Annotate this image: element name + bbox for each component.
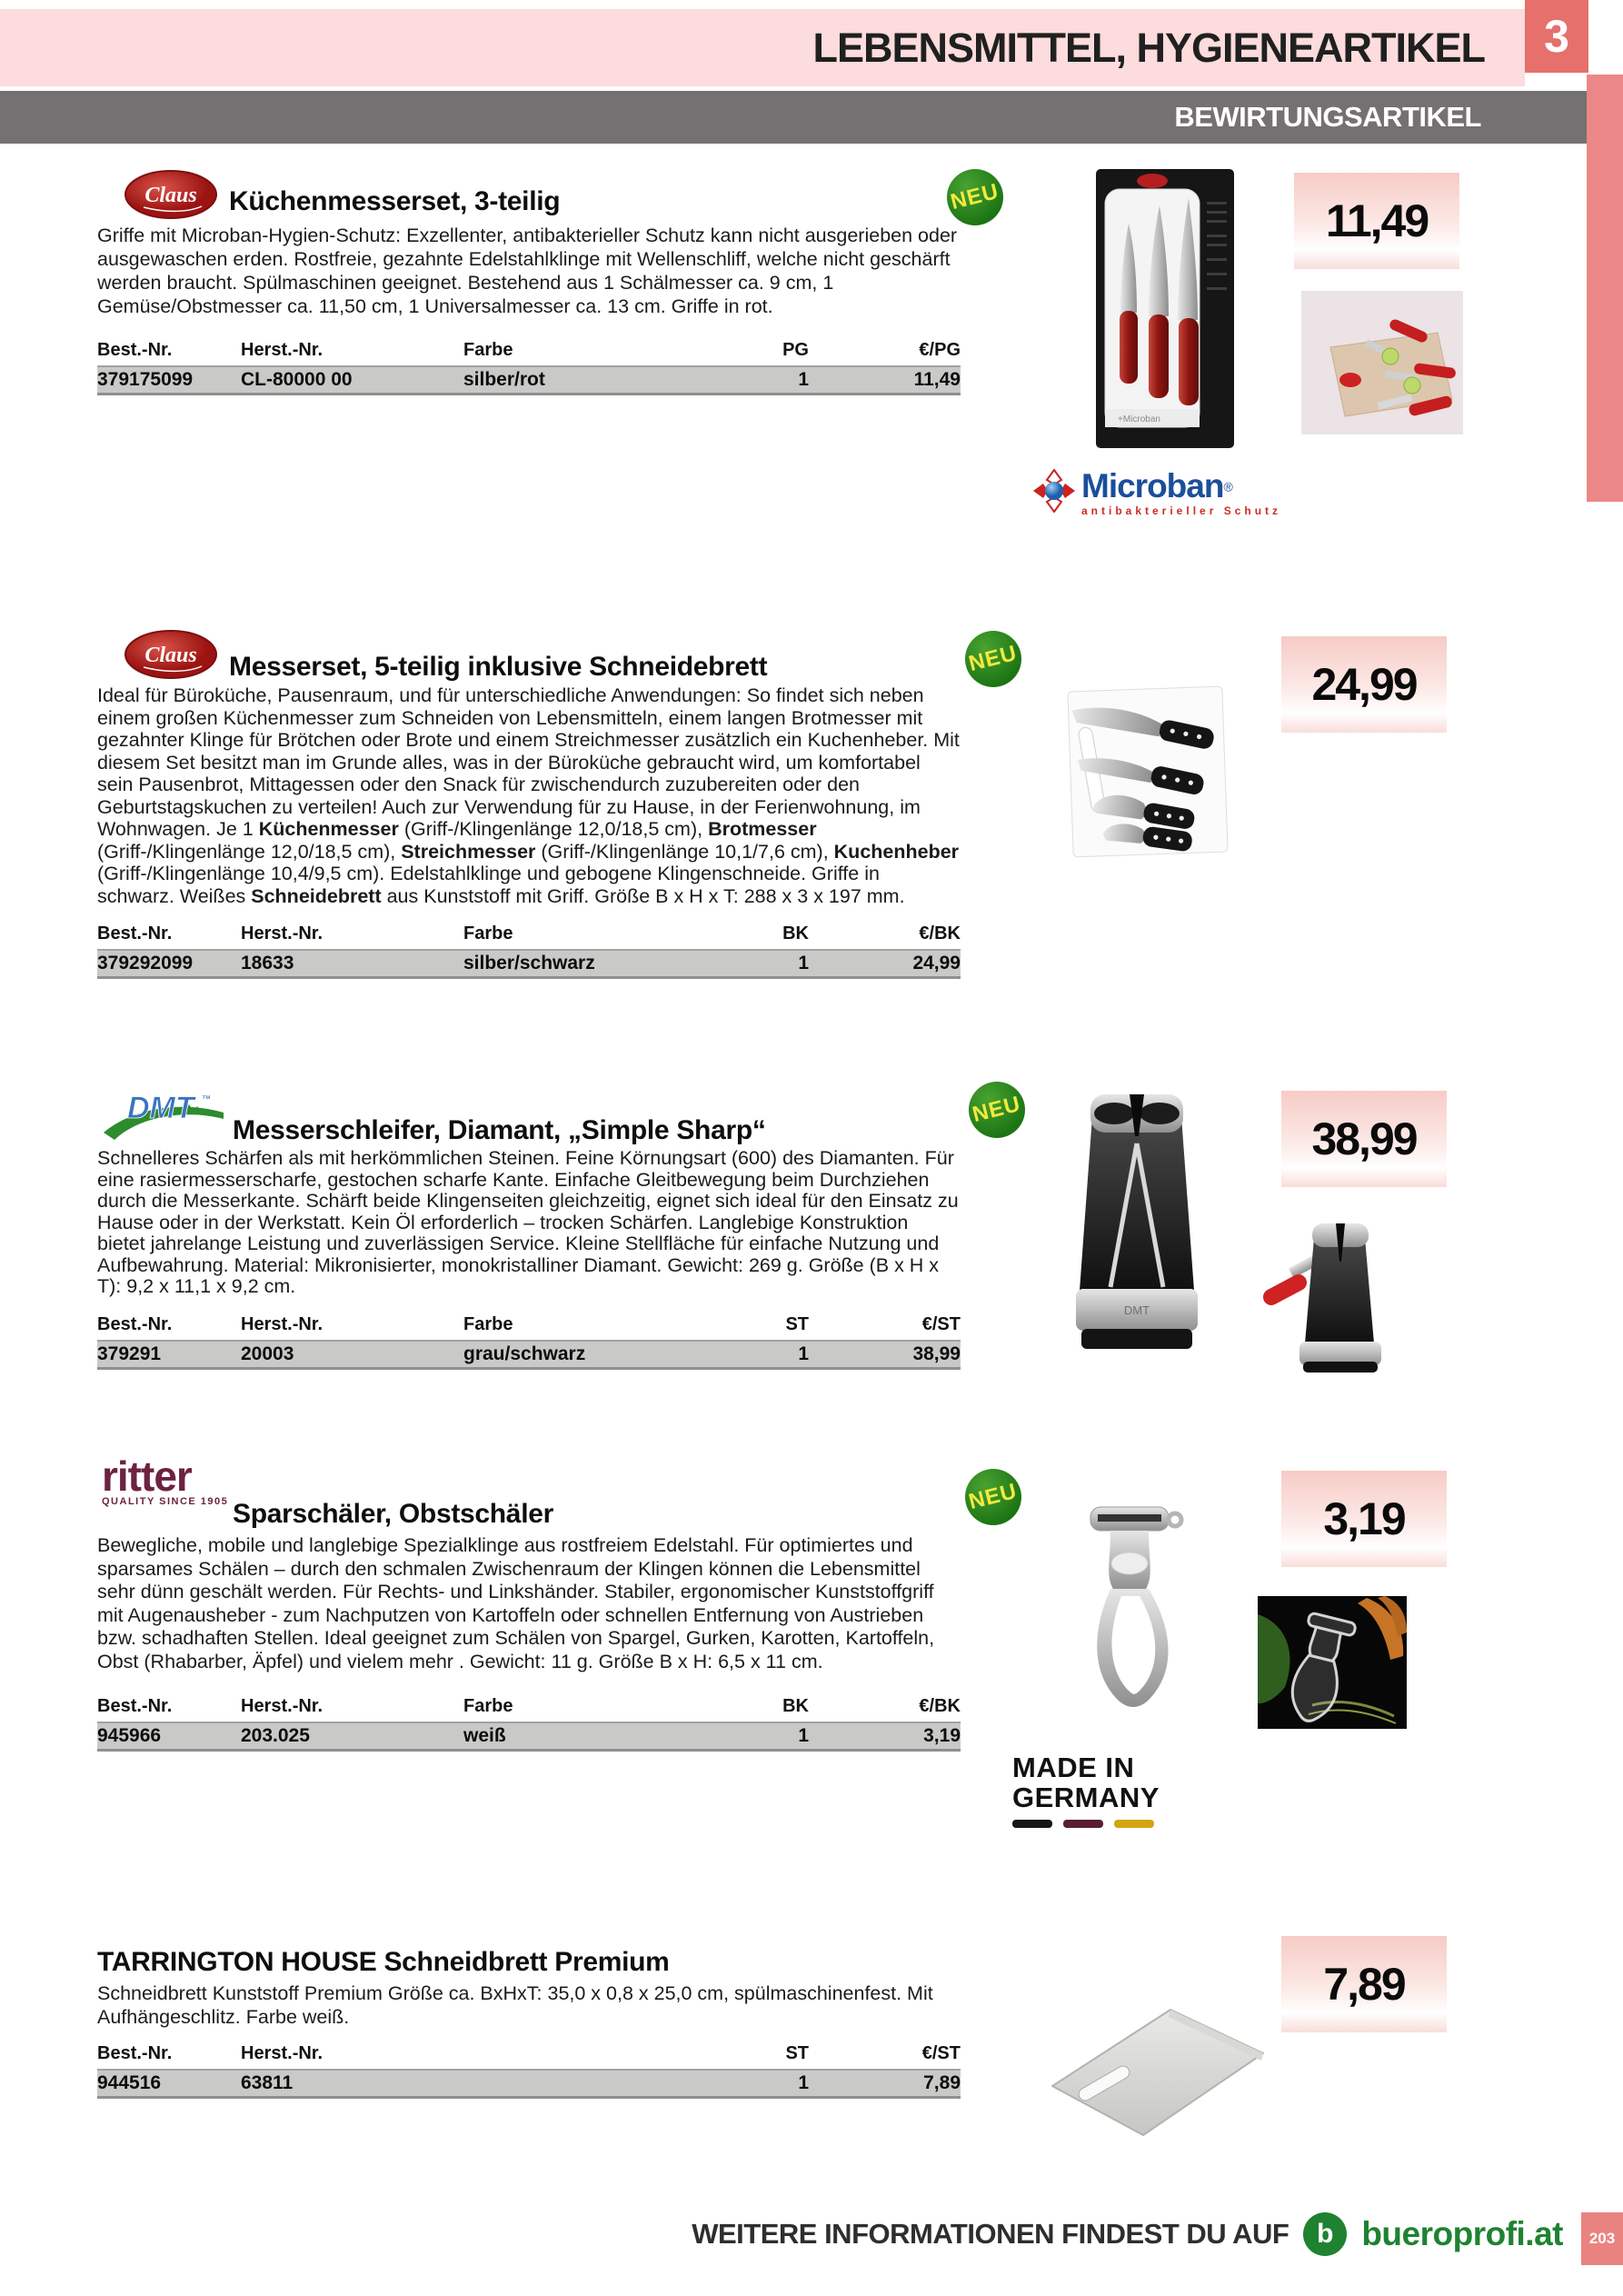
- cell-bestnr: 379175099: [97, 369, 194, 390]
- col-price: €/BK: [919, 1696, 961, 1716]
- chapter-number: 3: [1544, 11, 1569, 62]
- section-banner: [0, 91, 1588, 144]
- col-price: €/PG: [919, 340, 961, 360]
- col-bestnr: Best.-Nr.: [97, 923, 173, 943]
- cell-price: 7,89: [923, 2072, 961, 2093]
- table-row: [97, 1340, 961, 1370]
- product-table: [97, 923, 961, 979]
- col-herstnr: Herst.-Nr.: [241, 340, 324, 360]
- col-bestnr: Best.-Nr.: [97, 2043, 173, 2063]
- cutting-board-image: [1032, 1984, 1279, 2145]
- neu-badge: NEU: [947, 169, 1003, 225]
- microban-tagline: antibakterieller Schutz: [1081, 504, 1282, 517]
- col-herstnr: Herst.-Nr.: [241, 923, 324, 943]
- col-farbe: Farbe: [463, 1314, 513, 1334]
- footer-text: WEITERE INFORMATIONEN FINDEST DU AUF: [692, 2218, 1289, 2250]
- svg-text:DMT: DMT: [127, 1091, 194, 1125]
- price-value: 24,99: [1311, 659, 1417, 710]
- flag-bar-black: [1012, 1820, 1052, 1828]
- price-box: [1281, 1936, 1447, 2032]
- dmt-logo: [100, 1082, 227, 1145]
- col-bestnr: Best.-Nr.: [97, 1314, 173, 1334]
- chapter-number-box: [1525, 0, 1588, 73]
- col-herstnr: Herst.-Nr.: [241, 1696, 324, 1716]
- page-number-box: [1581, 2212, 1623, 2265]
- product-title: Messerschleifer, Diamant, „Simple Sharp“: [233, 1115, 766, 1145]
- cell-farbe: silber/rot: [463, 369, 545, 390]
- peeler-in-use-photo: [1258, 1596, 1407, 1729]
- table-header-row: [97, 1696, 961, 1722]
- made-in-germany-line1: MADE IN: [1012, 1752, 1135, 1783]
- col-qty: ST: [785, 2043, 809, 2063]
- bueroprofi-icon: b: [1303, 2212, 1347, 2256]
- product-title: TARRINGTON HOUSE Schneidbrett Premium: [97, 1947, 670, 1977]
- table-header-row: [97, 1314, 961, 1340]
- peeler-image: [1083, 1498, 1185, 1718]
- cell-herstnr: 203.025: [241, 1725, 310, 1746]
- cell-price: 38,99: [912, 1343, 961, 1364]
- product-table: [97, 1314, 961, 1370]
- microban-name: Microban: [1081, 467, 1224, 504]
- col-farbe: Farbe: [463, 1696, 513, 1716]
- cell-qty: 1: [798, 369, 809, 390]
- cell-qty: 1: [798, 1343, 809, 1364]
- ritter-tagline: QUALITY SINCE 1905: [102, 1496, 229, 1507]
- product-table: [97, 340, 961, 395]
- microban-icon: [1032, 469, 1076, 513]
- flag-bar-red: [1063, 1820, 1103, 1828]
- cell-bestnr: 379292099: [97, 953, 194, 973]
- germany-flag-bars: [1012, 1820, 1212, 1828]
- col-farbe: Farbe: [463, 923, 513, 943]
- knives-in-use-photo: [1301, 291, 1463, 434]
- claus-logo: [124, 169, 218, 220]
- col-herstnr: Herst.-Nr.: [241, 2043, 324, 2063]
- microban-registered-mark: ®: [1223, 479, 1233, 494]
- price-value: 11,49: [1325, 195, 1429, 246]
- product-title: Sparschäler, Obstschäler: [233, 1499, 553, 1529]
- spacer: [463, 2043, 727, 2064]
- product-description: Schneidbrett Kunststoff Premium Größe ca. BxHxT: 35,0 x 0,8 x 25,0 cm, spülmaschinenfest. Mit Aufhängeschlitz. Farbe weiß.: [97, 1982, 933, 2028]
- cell-herstnr: 63811: [241, 2072, 294, 2093]
- table-header-row: [97, 340, 961, 365]
- neu-badge: NEU: [965, 631, 1021, 687]
- bueroprofi-link[interactable]: bueroprofi.at: [1361, 2215, 1563, 2252]
- col-farbe: Farbe: [463, 340, 513, 360]
- knife-sharpener-image: [1065, 1080, 1209, 1363]
- col-bestnr: Best.-Nr.: [97, 340, 173, 360]
- made-in-germany-line2: GERMANY: [1012, 1782, 1160, 1813]
- claus-logo: [124, 629, 218, 680]
- price-value: 7,89: [1323, 1959, 1405, 2010]
- cell-bestnr: 944516: [97, 2072, 162, 2093]
- knife-set-package-image: [1096, 169, 1234, 448]
- knife-set-board-image: [1043, 676, 1250, 869]
- cell-herstnr: 18633: [241, 953, 294, 973]
- col-price: €/ST: [921, 1314, 961, 1334]
- footer: [509, 2207, 1563, 2261]
- cell-price: 11,49: [913, 369, 961, 390]
- cell-bestnr: 945966: [97, 1725, 162, 1746]
- col-price: €/ST: [921, 2043, 961, 2063]
- svg-text:™: ™: [202, 1094, 211, 1104]
- cell-farbe: weiß: [463, 1725, 506, 1746]
- svg-text:DMT: DMT: [1123, 1303, 1150, 1317]
- ritter-name: ritter: [102, 1452, 192, 1500]
- sharpener-in-use-photo: [1260, 1198, 1398, 1374]
- price-value: 38,99: [1311, 1113, 1417, 1164]
- product-description: Schnelleres Schärfen als mit herkömmlichen Steinen. Feine Körnungsart (600) des Diamanten. Für eine rasiermesserscharfe, gestochen scharfe Kante. Einfache Gleitbewegung beim Durchziehen durch die Messerkante. Schärft beide Klingenseiten gleichzeitig, eignet sich ideal für den Einsatz zu Hause oder in der Werkstatt. Kein Öl erforderlich – trocken Schärfen. Langlebige Konstruktion bietet jahrelange Leistung und zuverlässigen Service. Kleine Stellfläche für einfache Nutzung und Aufbewahrung. Material: Mikronisierter, monokristalliner Diamant. Gewicht: 269 g. Größe (B x H x T): 9,2 x 11,1 x 9,2 cm.: [97, 1147, 959, 1297]
- price-box: [1281, 1471, 1447, 1567]
- col-price: €/BK: [919, 923, 961, 943]
- product-description: Griffe mit Microban-Hygien-Schutz: Exzellenter, antibakterieller Schutz kann nicht ausgerieben oder ausgewaschen erden. Rostfreie, gezahnte Edelstahlklinge mit Wellenschliff, welche nicht geschärft werden braucht. Spülmaschinen geeignet. Bestehend aus 1 Schälmesser ca. 9 cm, 1 Gemüse/Obstmesser ca. 11,50 cm, 1 Universalmesser ca. 13 cm. Griffe in rot.: [97, 225, 958, 317]
- header-band: [0, 9, 1525, 86]
- flag-bar-gold: [1114, 1820, 1154, 1828]
- cell-herstnr: 20003: [241, 1343, 294, 1364]
- svg-text:+Microban: +Microban: [1118, 414, 1160, 424]
- price-value: 3,19: [1323, 1493, 1405, 1544]
- neu-badge: NEU: [965, 1469, 1021, 1525]
- col-qty: BK: [782, 923, 809, 943]
- cell-price: 24,99: [912, 953, 961, 973]
- page-title: LEBENSMITTEL, HYGIENEARTIKEL: [812, 24, 1485, 71]
- section-banner-label: BEWIRTUNGSARTIKEL: [1174, 101, 1481, 133]
- product-title: Küchenmesserset, 3-teilig: [229, 186, 561, 216]
- col-qty: ST: [785, 1314, 809, 1334]
- cell-bestnr: 379291: [97, 1343, 162, 1364]
- cell-qty: 1: [798, 953, 809, 973]
- svg-text:Claus: Claus: [144, 644, 197, 667]
- col-qty: PG: [782, 340, 809, 360]
- cell-qty: 1: [798, 2072, 809, 2093]
- table-header-row: [97, 2043, 961, 2069]
- product-title: Messerset, 5-teilig inklusive Schneidebrett: [229, 652, 768, 682]
- microban-logo: [1032, 469, 1281, 517]
- product-description: Ideal für Büroküche, Pausenraum, und für unterschiedliche Anwendungen: So findet sich neben einem großen Küchenmesser zum Schneiden von Lebensmitteln, einem langen Brotmesser mit gezahnter Klinge für Brötchen oder Brote und einem Streichmesser zusätzlich ein Kuchenheber. Mit diesem Set besitzt man im Grunde alles, was in der Büroküche gebraucht wird, um komfortabel sein Pausenbrot, Mittagessen oder den Snack für zwischendurch zuzubereiten oder den Geburtstagskuchen zu verteilen! Auch zur Verwendung für zu Hause, in der Ferienwohnung, im Wohnwagen. Je 1 Küchenmesser (Griff-/Klingenlänge 12,0/18,5 cm), Brotmesser (Griff-/Klingenlänge 12,0/18,5 cm), Streichmesser (Griff-/Klingenlänge 10,1/7,6 cm), Kuchenheber (Griff-/Klingenlänge 10,4/9,5 cm). Edelstahlklinge und gebogene Klingenschneide. Griffe in schwarz. Weißes Schneidebrett aus Kunststoff mit Griff. Größe B x H x T: 288 x 3 x 197 mm.: [97, 684, 960, 907]
- cell-farbe: silber/schwarz: [463, 953, 595, 973]
- price-box: [1281, 636, 1447, 733]
- table-row: [97, 1722, 961, 1752]
- col-herstnr: Herst.-Nr.: [241, 1314, 324, 1334]
- neu-badge: NEU: [969, 1082, 1025, 1138]
- product-table: [97, 2043, 961, 2099]
- cell-herstnr: CL-80000 00: [241, 369, 353, 390]
- table-row: [97, 365, 961, 395]
- cell-farbe: grau/schwarz: [463, 1343, 586, 1364]
- table-row: [97, 2069, 961, 2099]
- col-bestnr: Best.-Nr.: [97, 1696, 173, 1716]
- product-table: [97, 1696, 961, 1752]
- price-box: [1281, 1091, 1447, 1187]
- page-number: 203: [1588, 2230, 1616, 2247]
- made-in-germany-logo: [1012, 1752, 1212, 1828]
- page-edge-bar: [1587, 75, 1623, 502]
- svg-text:Claus: Claus: [144, 184, 197, 207]
- col-qty: BK: [782, 1696, 809, 1716]
- table-header-row: [97, 923, 961, 949]
- cell-qty: 1: [798, 1725, 809, 1746]
- price-box: [1294, 173, 1459, 269]
- product-description: Bewegliche, mobile und langlebige Spezialklinge aus rostfreiem Edelstahl. Für optimiertes und sparsames Schälen – durch den schmalen Zwischenraum der Klingen können die Lebensmittel sehr dünn geschält werden. Für Rechts- und Linkshänder. Stabiler, ergonomischer Kunststoffgriff mit Augenausheber - zum Nachputzen von Kartoffeln oder schnellen Entfernung von Austrieben bzw. schadhaften Stellen. Ideal geeignet zum Schälen von Spargel, Gurken, Karotten, Kartoffeln, Obst (Rhabarber, Äpfel) und vielem mehr . Gewicht: 11 g. Größe B x H: 6,5 x 11 cm.: [97, 1534, 935, 1672]
- cell-price: 3,19: [923, 1725, 961, 1746]
- table-row: [97, 949, 961, 979]
